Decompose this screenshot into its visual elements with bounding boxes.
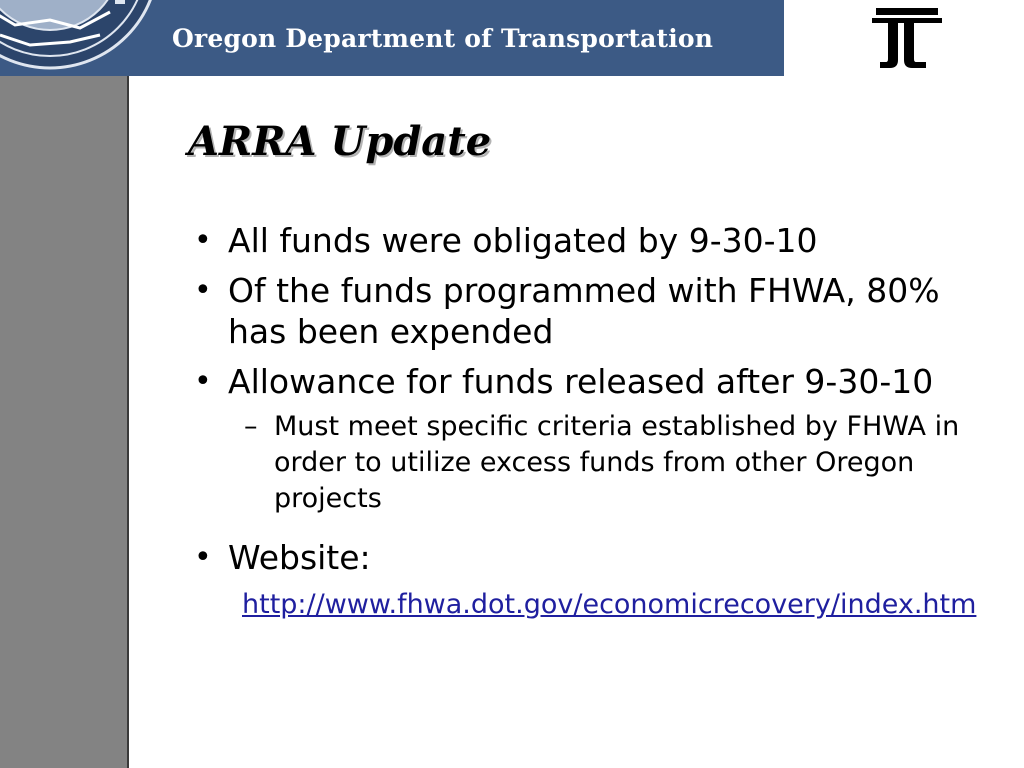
bullet-item — [190, 361, 990, 402]
website-label: Website: — [228, 538, 371, 577]
bullet-text: Of the funds programmed with FHWA, 80% has been expended — [228, 271, 940, 351]
left-sidebar-bar — [0, 76, 129, 768]
bullet-icon: • — [194, 364, 212, 399]
bullet-icon: • — [194, 223, 212, 258]
bullet-item — [190, 220, 990, 261]
bullet-icon: • — [194, 540, 212, 575]
bullet-text: All funds were obligated by 9-30-10 — [228, 221, 818, 260]
website-link[interactable]: http://www.fhwa.dot.gov/economicrecovery/index.htm — [242, 589, 977, 620]
sub-bullet-text: Must meet specific criteria established by FHWA in order to utilize excess funds from other Oregon projects — [274, 411, 960, 514]
sub-bullet-item — [242, 409, 990, 517]
bullet-icon: • — [194, 273, 212, 308]
header-banner — [0, 0, 784, 76]
website-link-line — [242, 587, 996, 623]
bullet-item-website — [190, 537, 990, 578]
odot-logo-icon — [868, 4, 946, 72]
slide-content — [190, 220, 990, 623]
banner-title: Oregon Department of Transportation — [172, 24, 714, 53]
bullet-text: Allowance for funds released after 9-30-10 — [228, 362, 934, 401]
slide-title: ARRA Update — [188, 118, 492, 165]
oregon-state-seal-icon — [0, 0, 160, 70]
dash-icon: – — [244, 411, 258, 442]
bullet-item — [190, 270, 990, 352]
